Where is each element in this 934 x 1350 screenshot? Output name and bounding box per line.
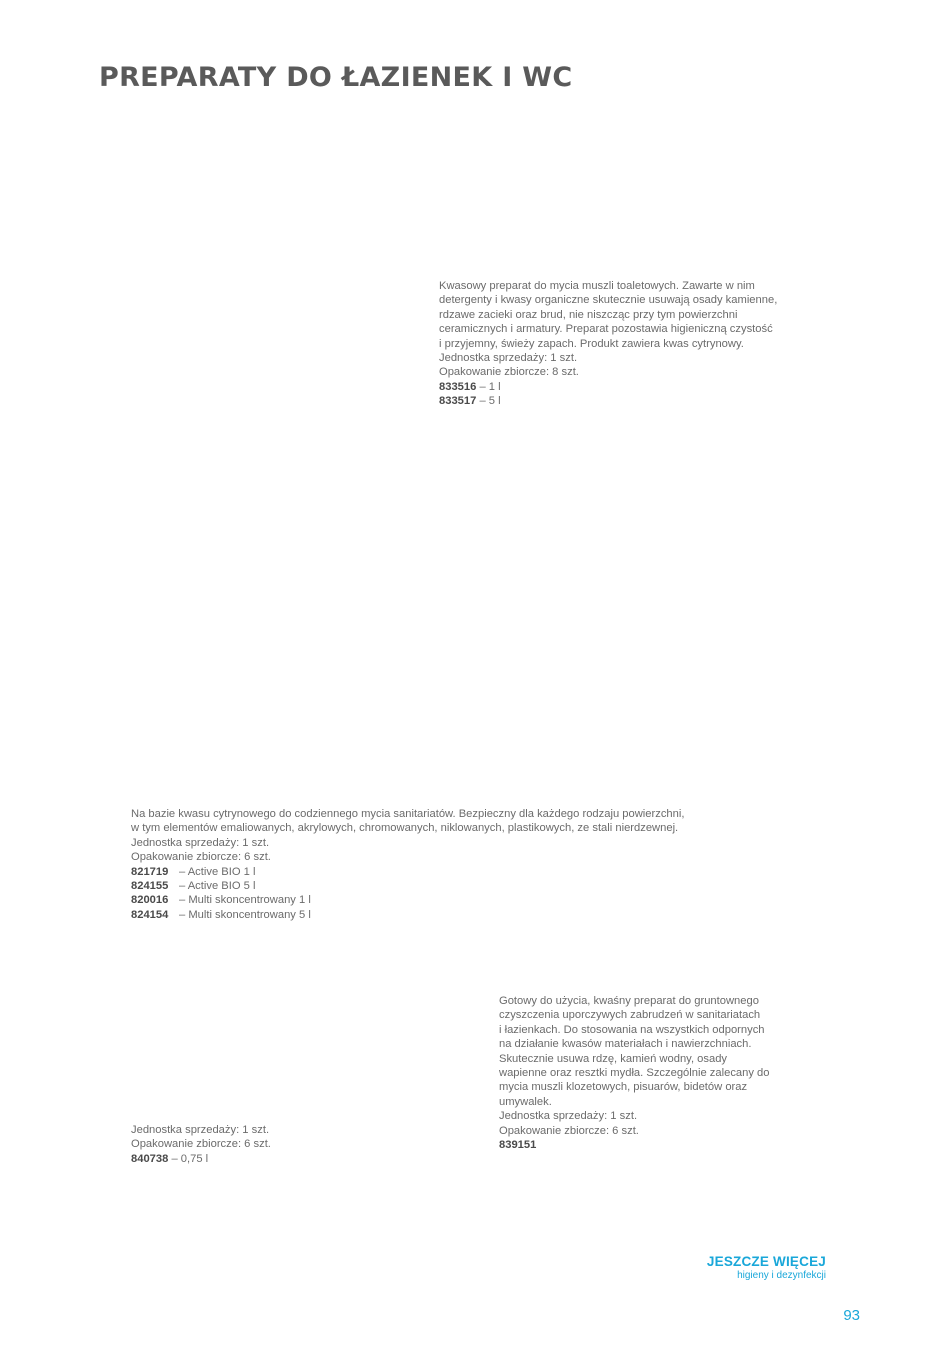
description-line: mycia muszli klozetowych, pisuarów, bidetów oraz [499,1081,748,1094]
description-line: rdzawe zacieki oraz brud, nie niszcząc przy tym powierzchni [439,308,738,321]
product-code-row [439,394,777,408]
bulk-pack: Opakowanie zbiorcze: 6 szt. [131,851,271,864]
product-code-desc: – 0,75 l [171,1152,209,1165]
product-code: 821719 [131,865,169,878]
sales-unit: Jednostka sprzedaży: 1 szt. [499,1110,638,1123]
product-code: 824155 [131,880,169,893]
product-code-desc: – 1 l [479,380,501,393]
page-number: 93 [843,1307,860,1324]
product-code-desc: – Multi skoncentrowany 1 l [179,894,311,907]
product-block-2 [131,807,684,922]
product-code-row [131,865,684,879]
product-code-desc: – 5 l [479,395,501,408]
description-line: Gotowy do użycia, kwaśny preparat do gruntownego [499,995,759,1007]
product-code-row [499,1138,770,1152]
product-code-desc: – Multi skoncentrowany 5 l [179,908,311,921]
description-line: umywalek. [499,1095,552,1108]
page-title: PREPARATY DO ŁAZIENEK I WC [99,62,573,93]
product-code: 840738 [131,1152,169,1165]
product-code: 820016 [131,894,169,907]
description-line: i łazienkach. Do stosowania na wszystkich odpornych [499,1023,765,1036]
product-code: 833517 [439,395,477,408]
product-code-desc: – Active BIO 1 l [179,865,256,878]
description-line: w tym elementów emaliowanych, akrylowych, chromowanych, niklowanych, plastikowych, ze stali nierdzewnej. [131,822,679,835]
description-line: detergenty i kwasy organiczne skutecznie usuwają osady kamienne, [439,294,778,307]
product-block-1 [439,279,777,409]
more-title: JESZCZE WIĘCEJ [706,1254,826,1269]
sales-unit: Jednostka sprzedaży: 1 szt. [131,1124,270,1136]
product-code: 839151 [499,1139,537,1152]
product-code: 824154 [131,908,169,921]
description-line: Na bazie kwasu cytrynowego do codziennego mycia sanitariatów. Bezpieczny dla każdego rodzaju powierzchni, [131,808,685,820]
more-hygiene-link[interactable] [707,1254,826,1281]
product-code: 833516 [439,380,477,393]
description-line: wapienne oraz resztki mydła. Szczególnie zalecany do [499,1067,770,1080]
description-line: czyszczenia uporczywych zabrudzeń w sanitariatach [499,1009,761,1022]
bulk-pack: Opakowanie zbiorcze: 8 szt. [439,366,579,379]
more-subtitle: higieny i dezynfekcji [737,1270,826,1281]
sales-unit: Jednostka sprzedaży: 1 szt. [439,352,578,365]
description-line: i przyjemny, świeży zapach. Produkt zawiera kwas cytrynowy. [439,337,744,350]
sales-unit: Jednostka sprzedaży: 1 szt. [131,836,270,849]
product-block-4 [499,994,770,1152]
description-line: Skutecznie usuwa rdzę, kamień wodny, osady [499,1052,728,1065]
description-line: Kwasowy preparat do mycia muszli toaletowych. Zawarte w nim [439,280,755,292]
product-code-row [131,879,684,893]
product-block-3 [131,1123,271,1166]
product-code-row [131,1152,271,1166]
product-code-desc: – Active BIO 5 l [179,880,256,893]
product-code-row [131,908,684,922]
description-line: ceramicznych i armatury. Preparat pozostawia higieniczną czystość [439,323,773,336]
product-code-row [131,893,684,907]
bulk-pack: Opakowanie zbiorcze: 6 szt. [131,1138,271,1151]
product-code-row [439,380,777,394]
description-line: na działanie kwasów materiałach i nawierzchniach. [499,1038,752,1051]
bulk-pack: Opakowanie zbiorcze: 6 szt. [499,1124,639,1137]
